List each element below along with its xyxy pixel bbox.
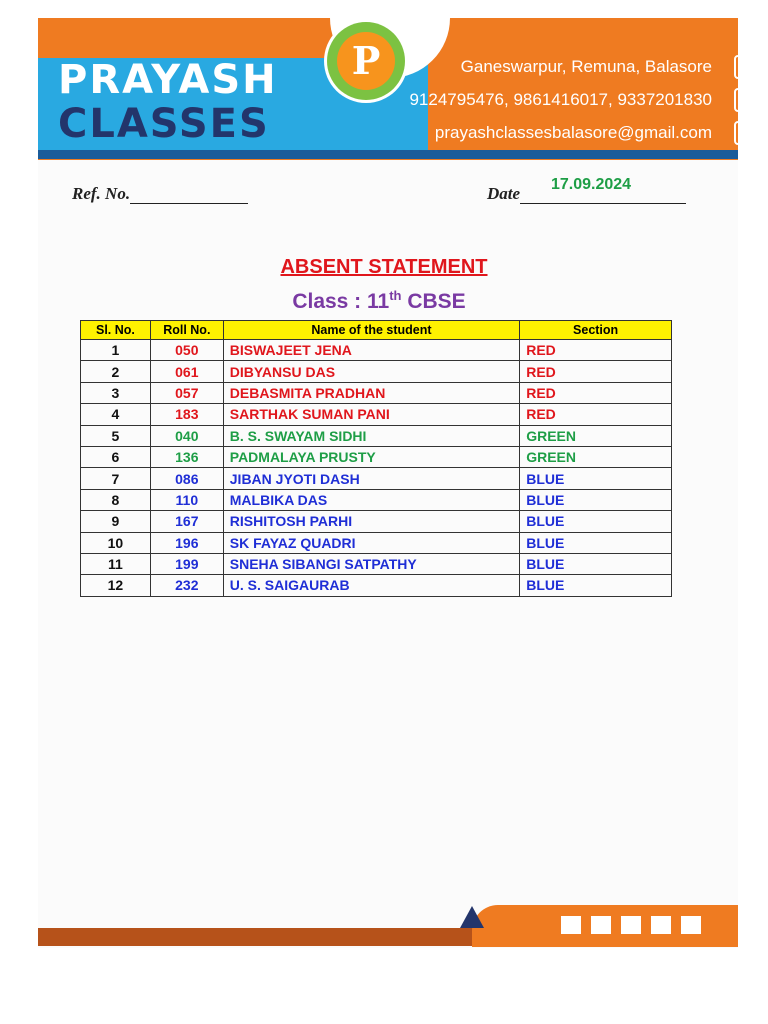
roll-no-cell: 061 — [150, 361, 223, 382]
sl-no-cell: 6 — [81, 446, 151, 467]
date-label: Date — [487, 184, 521, 203]
section-cell: BLUE — [520, 468, 672, 489]
brand-line-1: PRAYASH — [58, 57, 278, 103]
sl-no-cell: 5 — [81, 425, 151, 446]
table-row — [81, 511, 672, 532]
sl-no-cell: 12 — [81, 575, 151, 596]
table-row — [81, 489, 672, 510]
table-row — [81, 468, 672, 489]
email-icon: ✉ — [734, 121, 760, 145]
sl-no-cell: 10 — [81, 532, 151, 553]
roll-no-cell: 110 — [150, 489, 223, 510]
roll-no-cell: 136 — [150, 446, 223, 467]
roll-no-cell: 057 — [150, 382, 223, 403]
student-name-cell: DIBYANSU DAS — [223, 361, 519, 382]
contact-address — [460, 56, 751, 77]
col-section: Section — [520, 321, 672, 340]
footer-square-5 — [681, 916, 701, 934]
section-cell: BLUE — [520, 532, 672, 553]
roll-no-cell: 086 — [150, 468, 223, 489]
document-title: ABSENT STATEMENT — [280, 256, 488, 278]
student-name-cell: MALBIKA DAS — [223, 489, 519, 510]
sl-no-cell: 8 — [81, 489, 151, 510]
sl-no-cell: 7 — [81, 468, 151, 489]
address-text: Ganeswarpur, Remuna, Balasore — [460, 56, 712, 76]
table-row — [81, 575, 672, 596]
footer-square-2 — [591, 916, 611, 934]
section-cell: BLUE — [520, 575, 672, 596]
absent-table — [80, 320, 672, 597]
student-name-cell: JIBAN JYOTI DASH — [223, 468, 519, 489]
sl-no-cell: 2 — [81, 361, 151, 382]
footer-square-4 — [651, 916, 671, 934]
ref-no-field — [72, 184, 248, 204]
sl-no-cell: 9 — [81, 511, 151, 532]
phone-icon: ✆ — [734, 88, 760, 112]
sl-no-cell: 4 — [81, 404, 151, 425]
roll-no-cell: 196 — [150, 532, 223, 553]
logo-letter: P — [337, 32, 395, 90]
sl-no-cell: 11 — [81, 553, 151, 574]
email-text: prayashclassesbalasore@gmail.com — [434, 122, 712, 142]
roll-no-cell: 050 — [150, 340, 223, 361]
prayash-logo-icon — [327, 22, 405, 100]
roll-no-cell: 232 — [150, 575, 223, 596]
sl-no-cell: 3 — [81, 382, 151, 403]
student-name-cell: BISWAJEET JENA — [223, 340, 519, 361]
class-subtitle: Class : 11th CBSE — [292, 288, 466, 313]
section-cell: RED — [520, 340, 672, 361]
col-sl-no: Sl. No. — [81, 321, 151, 340]
student-name-cell: RISHITOSH PARHI — [223, 511, 519, 532]
brand-logotype — [58, 57, 278, 147]
table-row — [81, 340, 672, 361]
student-name-cell: SK FAYAZ QUADRI — [223, 532, 519, 553]
student-name-cell: DEBASMITA PRADHAN — [223, 382, 519, 403]
sl-no-cell: 1 — [81, 340, 151, 361]
contact-email — [434, 122, 753, 143]
student-name-cell: B. S. SWAYAM SIDHI — [223, 425, 519, 446]
section-cell: GREEN — [520, 446, 672, 467]
roll-no-cell: 199 — [150, 553, 223, 574]
table-row — [81, 425, 672, 446]
table-row — [81, 382, 672, 403]
col-student-name: Name of the student — [223, 321, 519, 340]
table-row — [81, 553, 672, 574]
footer-triangle — [460, 906, 484, 928]
contact-phones — [409, 89, 753, 110]
header-bottom-stripe — [38, 150, 738, 159]
date-value: 17.09.2024 — [551, 176, 632, 193]
section-cell: RED — [520, 404, 672, 425]
table-row — [81, 361, 672, 382]
roll-no-cell: 167 — [150, 511, 223, 532]
section-cell: BLUE — [520, 553, 672, 574]
phones-text: 9124795476, 9861416017, 9337201830 — [409, 89, 712, 109]
section-cell: BLUE — [520, 489, 672, 510]
table-header-row — [81, 321, 672, 340]
ref-no-label: Ref. No. — [72, 184, 131, 203]
brand-line-2: CLASSES — [58, 101, 270, 147]
ref-no-blank — [130, 187, 248, 204]
section-cell: RED — [520, 382, 672, 403]
footer-square-1 — [561, 916, 581, 934]
roll-no-cell: 040 — [150, 425, 223, 446]
student-name-cell: SNEHA SIBANGI SATPATHY — [223, 553, 519, 574]
student-name-cell: SARTHAK SUMAN PANI — [223, 404, 519, 425]
table-row — [81, 446, 672, 467]
location-icon: ● — [734, 55, 760, 79]
section-cell: BLUE — [520, 511, 672, 532]
student-name-cell: PADMALAYA PRUSTY — [223, 446, 519, 467]
col-roll-no: Roll No. — [150, 321, 223, 340]
table-row — [81, 404, 672, 425]
footer-square-3 — [621, 916, 641, 934]
table-row — [81, 532, 672, 553]
student-name-cell: U. S. SAIGAURAB — [223, 575, 519, 596]
section-cell: RED — [520, 361, 672, 382]
roll-no-cell: 183 — [150, 404, 223, 425]
section-cell: GREEN — [520, 425, 672, 446]
